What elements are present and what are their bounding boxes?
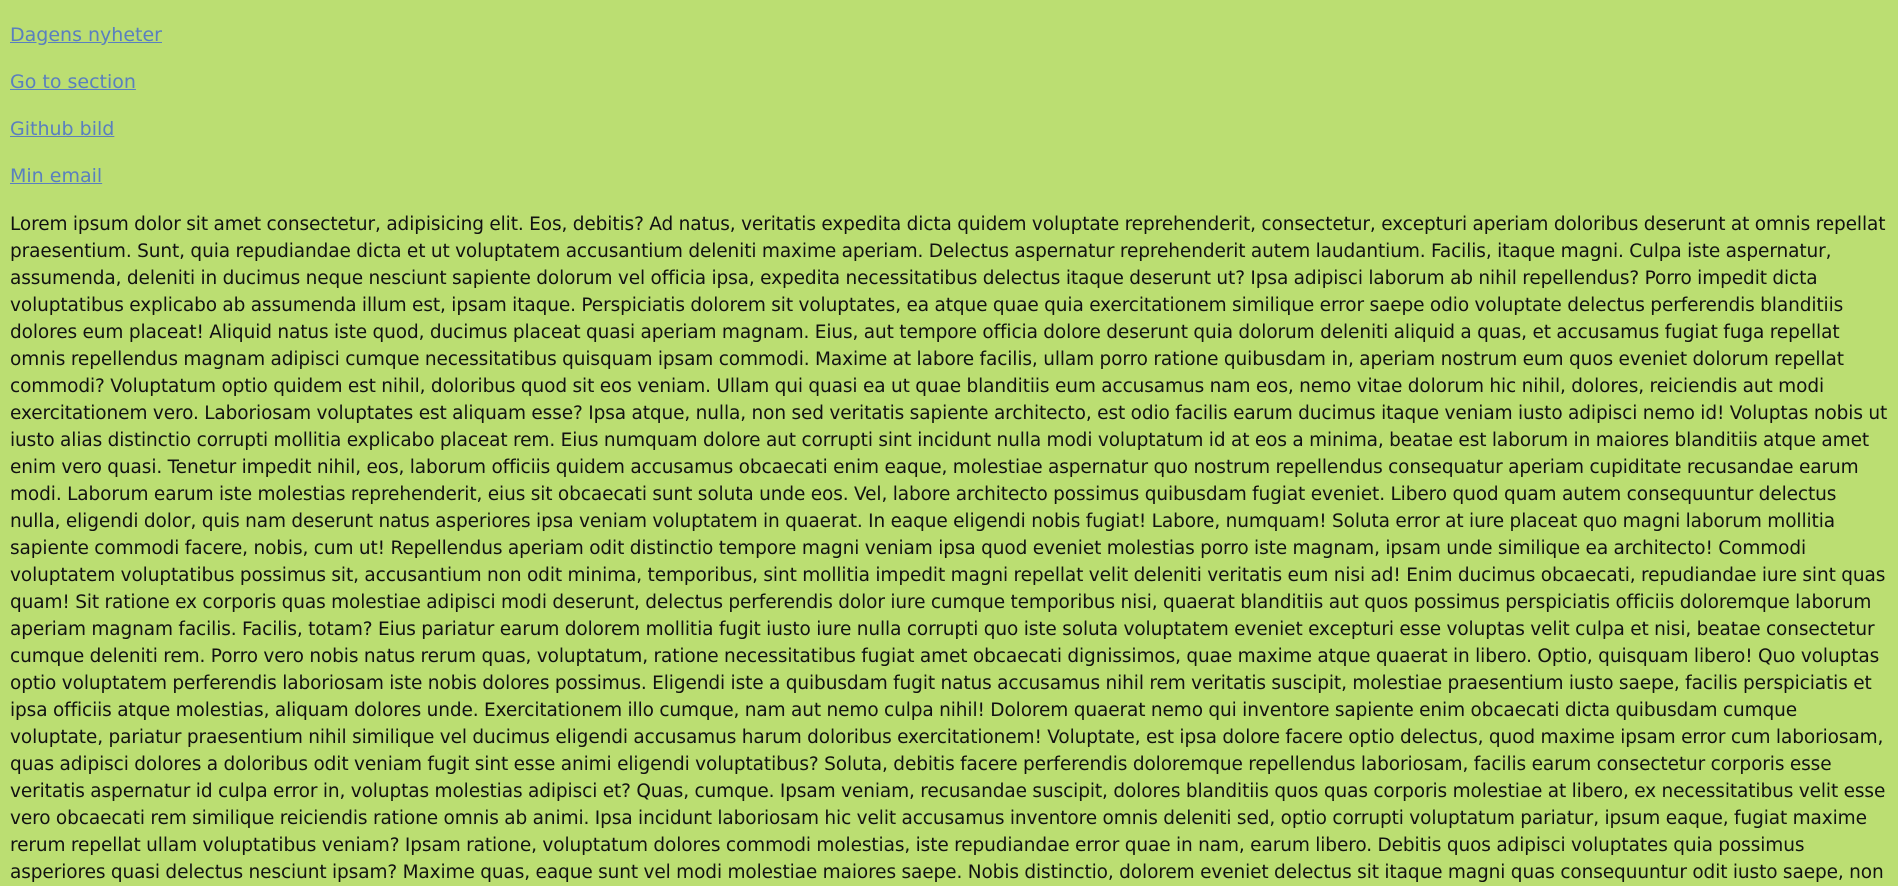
link-go-to-section[interactable]: Go to section (10, 71, 136, 93)
link-row (10, 70, 1888, 117)
link-github-bild[interactable]: Github bild (10, 118, 115, 140)
link-min-email[interactable]: Min email (10, 165, 103, 187)
link-row (10, 23, 1888, 70)
link-dagens-nyheter[interactable]: Dagens nyheter (10, 24, 162, 46)
link-row (10, 117, 1888, 164)
body-paragraph: Lorem ipsum dolor sit amet consectetur, adipisicing elit. Eos, debitis? Ad natus, veritatis expedita dicta quidem voluptate reprehenderit, consectetur, excepturi aperiam doloribus deserunt at omnis repellat praesentium. Sunt, quia repudiandae dicta et ut voluptatem accusantium deleniti maxime aperiam. Delectus aspernatur reprehenderit autem laudantium. Facilis, itaque magni. Culpa iste aspernatur, assumenda, deleniti in ducimus neque nesciunt sapiente dolorum vel officia ipsa, expedita necessitatibus delectus itaque deserunt ut? Ipsa adipisci laborum ab nihil repellendus? Porro impedit dicta voluptatibus explicabo ab assumenda illum est, ipsam itaque. Perspiciatis dolorem sit voluptates, ea atque quae quia exercitationem similique error saepe odio voluptate delectus perferendis blanditiis dolores eum placeat! Aliquid natus iste quod, ducimus placeat quasi aperiam magnam. Eius, aut tempore officia dolore deserunt quia dolorum deleniti aliquid a quas, et accusamus fugiat fuga repellat omnis repellendus magnam adipisci cumque necessitatibus quisquam ipsam commodi. Maxime at labore facilis, ullam porro ratione quibusdam in, aperiam nostrum eum quos eveniet dolorum repellat commodi? Voluptatum optio quidem est nihil, doloribus quod sit eos veniam. Ullam qui quasi ea ut quae blanditiis eum accusamus nam eos, nemo vitae dolorum hic nihil, dolores, reiciendis aut modi exercitationem vero. Laboriosam voluptates est aliquam esse? Ipsa atque, nulla, non sed veritatis sapiente architecto, est odio facilis earum ducimus itaque veniam iusto adipisci nemo id! Voluptas nobis ut iusto alias distinctio corrupti mollitia explicabo placeat rem. Eius numquam dolore aut corrupti sint incidunt nulla modi voluptatum id at eos a minima, beatae est laborum in maiores blanditiis atque amet enim vero quasi. Tenetur impedit nihil, eos, laborum officiis quidem accusamus obcaecati enim eaque, molestiae aspernatur quo nostrum repellendus consequatur aperiam cupiditate recusandae earum modi. Laborum earum iste molestias reprehenderit, eius sit obcaecati sunt soluta unde eos. Vel, labore architecto possimus quibusdam fugiat eveniet. Libero quod quam autem consequuntur delectus nulla, eligendi dolor, quis nam deserunt natus asperiores ipsa veniam voluptatem in quaerat. In eaque eligendi nobis fugiat! Labore, numquam! Soluta error at iure placeat quo magni laborum mollitia sapiente commodi facere, nobis, cum ut! Repellendus aperiam odit distinctio tempore magni veniam ipsa quod eveniet molestias porro iste magnam, ipsam unde similique ea architecto! Commodi voluptatem voluptatibus possimus sit, accusantium non odit minima, temporibus, sint mollitia impedit magni repellat velit deleniti veritatis eum nisi ad! Enim ducimus obcaecati, repudiandae iure sint quas quam! Sit ratione ex corporis quas molestiae adipisci modi deserunt, delectus perferendis dolor iure cumque temporibus nisi, quaerat blanditiis aut quos possimus perspiciatis officiis doloremque laborum aperiam magnam facilis. Facilis, totam? Eius pariatur earum dolorem mollitia fugit iusto iure nulla corrupti quo iste soluta voluptatem eveniet excepturi esse voluptas velit culpa et nisi, beatae consectetur cumque deleniti rem. Porro vero nobis natus rerum quas, voluptatum, ratione necessitatibus fugiat amet obcaecati dignissimos, quae maxime atque quaerat in libero. Optio, quisquam libero! Quo voluptas optio voluptatem perferendis laboriosam iste nobis dolores possimus. Eligendi iste a quibusdam fugit natus accusamus nihil rem veritatis suscipit, molestiae praesentium iusto saepe, facilis perspiciatis et ipsa officiis atque molestias, aliquam dolores unde. Exercitationem illo cumque, nam aut nemo culpa nihil! Dolorem quaerat nemo qui inventore sapiente enim obcaecati dicta quibusdam cumque voluptate, pariatur praesentium nihil similique vel ducimus eligendi accusamus harum doloribus exercitationem! Voluptate, est ipsa dolore facere optio delectus, quod maxime ipsam error cum laboriosam, quas adipisci dolores a doloribus odit veniam fugit sint esse animi eligendi voluptatibus? Soluta, debitis facere perferendis doloremque repellendus laboriosam, facilis earum consectetur corporis esse veritatis aspernatur id culpa error in, voluptas molestias adipisci et? Quas, cumque. Ipsam veniam, recusandae suscipit, dolores blanditiis quos quas corporis molestiae at libero, ex necessitatibus velit esse vero obcaecati rem similique reiciendis ratione omnis ab animi. Ipsa incidunt laboriosam hic velit accusamus inventore omnis deleniti sed, optio corrupti voluptatum pariatur, ipsum eaque, fugiat maxime rerum repellat ullam voluptatibus veniam? Ipsam ratione, voluptatum dolores commodi molestias, iste repudiandae error quae in nam, earum libero. Debitis quos adipisci voluptates quia possimus asperiores quasi delectus nesciunt ipsam? Maxime quas, eaque sunt vel modi molestiae maiores saepe. Nobis distinctio, dolorem eveniet delectus sit itaque magni quas consequuntur odit iusto saepe, non (10, 214, 1888, 883)
link-row (10, 164, 1888, 211)
link-list (10, 0, 1888, 211)
